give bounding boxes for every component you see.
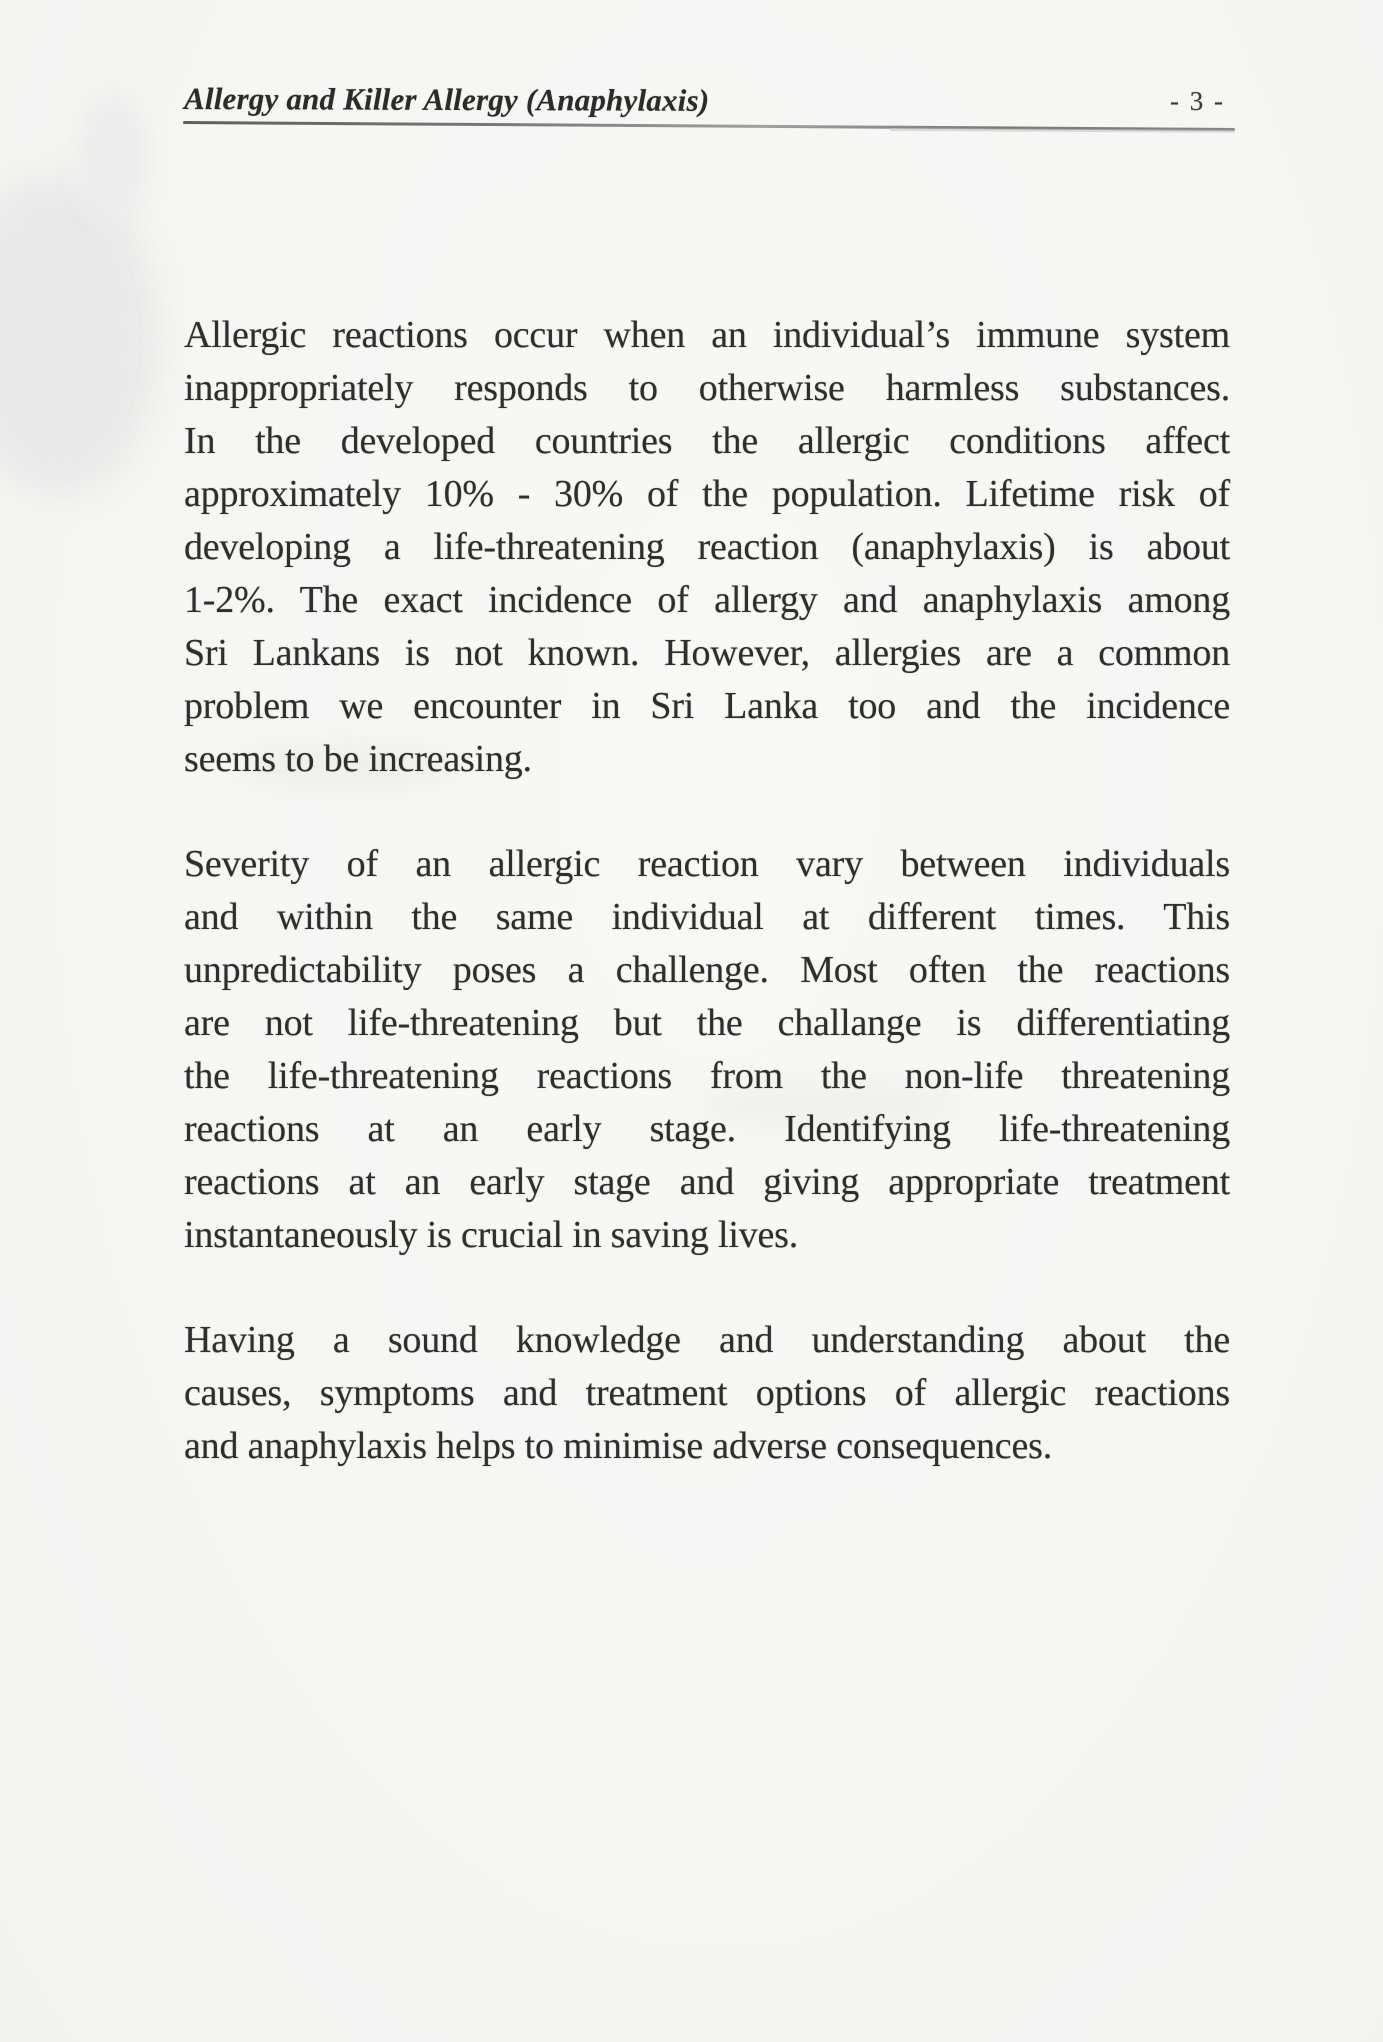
text-line: reactions at an early stage. Identifying life-threatening [184,1108,1230,1150]
text-line: inappropriately responds to otherwise harmless substances. [184,367,1230,409]
text-line: and anaphylaxis helps to minimise adverse consequences. [184,1425,1053,1467]
text-line: unpredictability poses a challenge. Most often the reactions [184,949,1230,991]
body-text [184,309,1230,1525]
paragraph-3 [184,1314,1230,1473]
scan-smudge [78,92,148,222]
text-line: 1-2%. The exact incidence of allergy and anaphylaxis among [184,579,1230,621]
running-header-title: Allergy and Killer Allergy (Anaphylaxis) [184,81,710,118]
text-line: approximately 10% - 30% of the population. Lifetime risk of [184,473,1230,515]
text-line: instantaneously is crucial in saving lives. [184,1214,799,1256]
text-line: are not life-threatening but the challange is differentiating [184,1002,1230,1044]
text-line: and within the same individual at different times. This [184,896,1230,938]
text-line: seems to be increasing. [184,738,532,780]
text-line: Severity of an allergic reaction vary between individuals [184,843,1230,885]
header-rule-shadow [890,128,1235,133]
text-line: the life-threatening reactions from the non-life threatening [184,1055,1230,1097]
text-line: In the developed countries the allergic conditions affect [184,420,1230,462]
text-line: Sri Lankans is not known. However, allergies are a common [184,632,1230,674]
text-line: reactions at an early stage and giving appropriate treatment [184,1161,1230,1203]
text-line: causes, symptoms and treatment options of allergic reactions [184,1372,1230,1414]
page-number: - 3 - [1170,86,1225,116]
text-line: developing a life-threatening reaction (anaphylaxis) is about [184,526,1230,568]
scan-smudge [0,175,160,495]
paragraph-1 [184,309,1230,786]
text-line: Having a sound knowledge and understanding about the [184,1319,1230,1361]
text-line: problem we encounter in Sri Lanka too and the incidence [184,685,1230,727]
text-line: Allergic reactions occur when an individual’s immune system [184,314,1230,356]
paragraph-2 [184,838,1230,1262]
